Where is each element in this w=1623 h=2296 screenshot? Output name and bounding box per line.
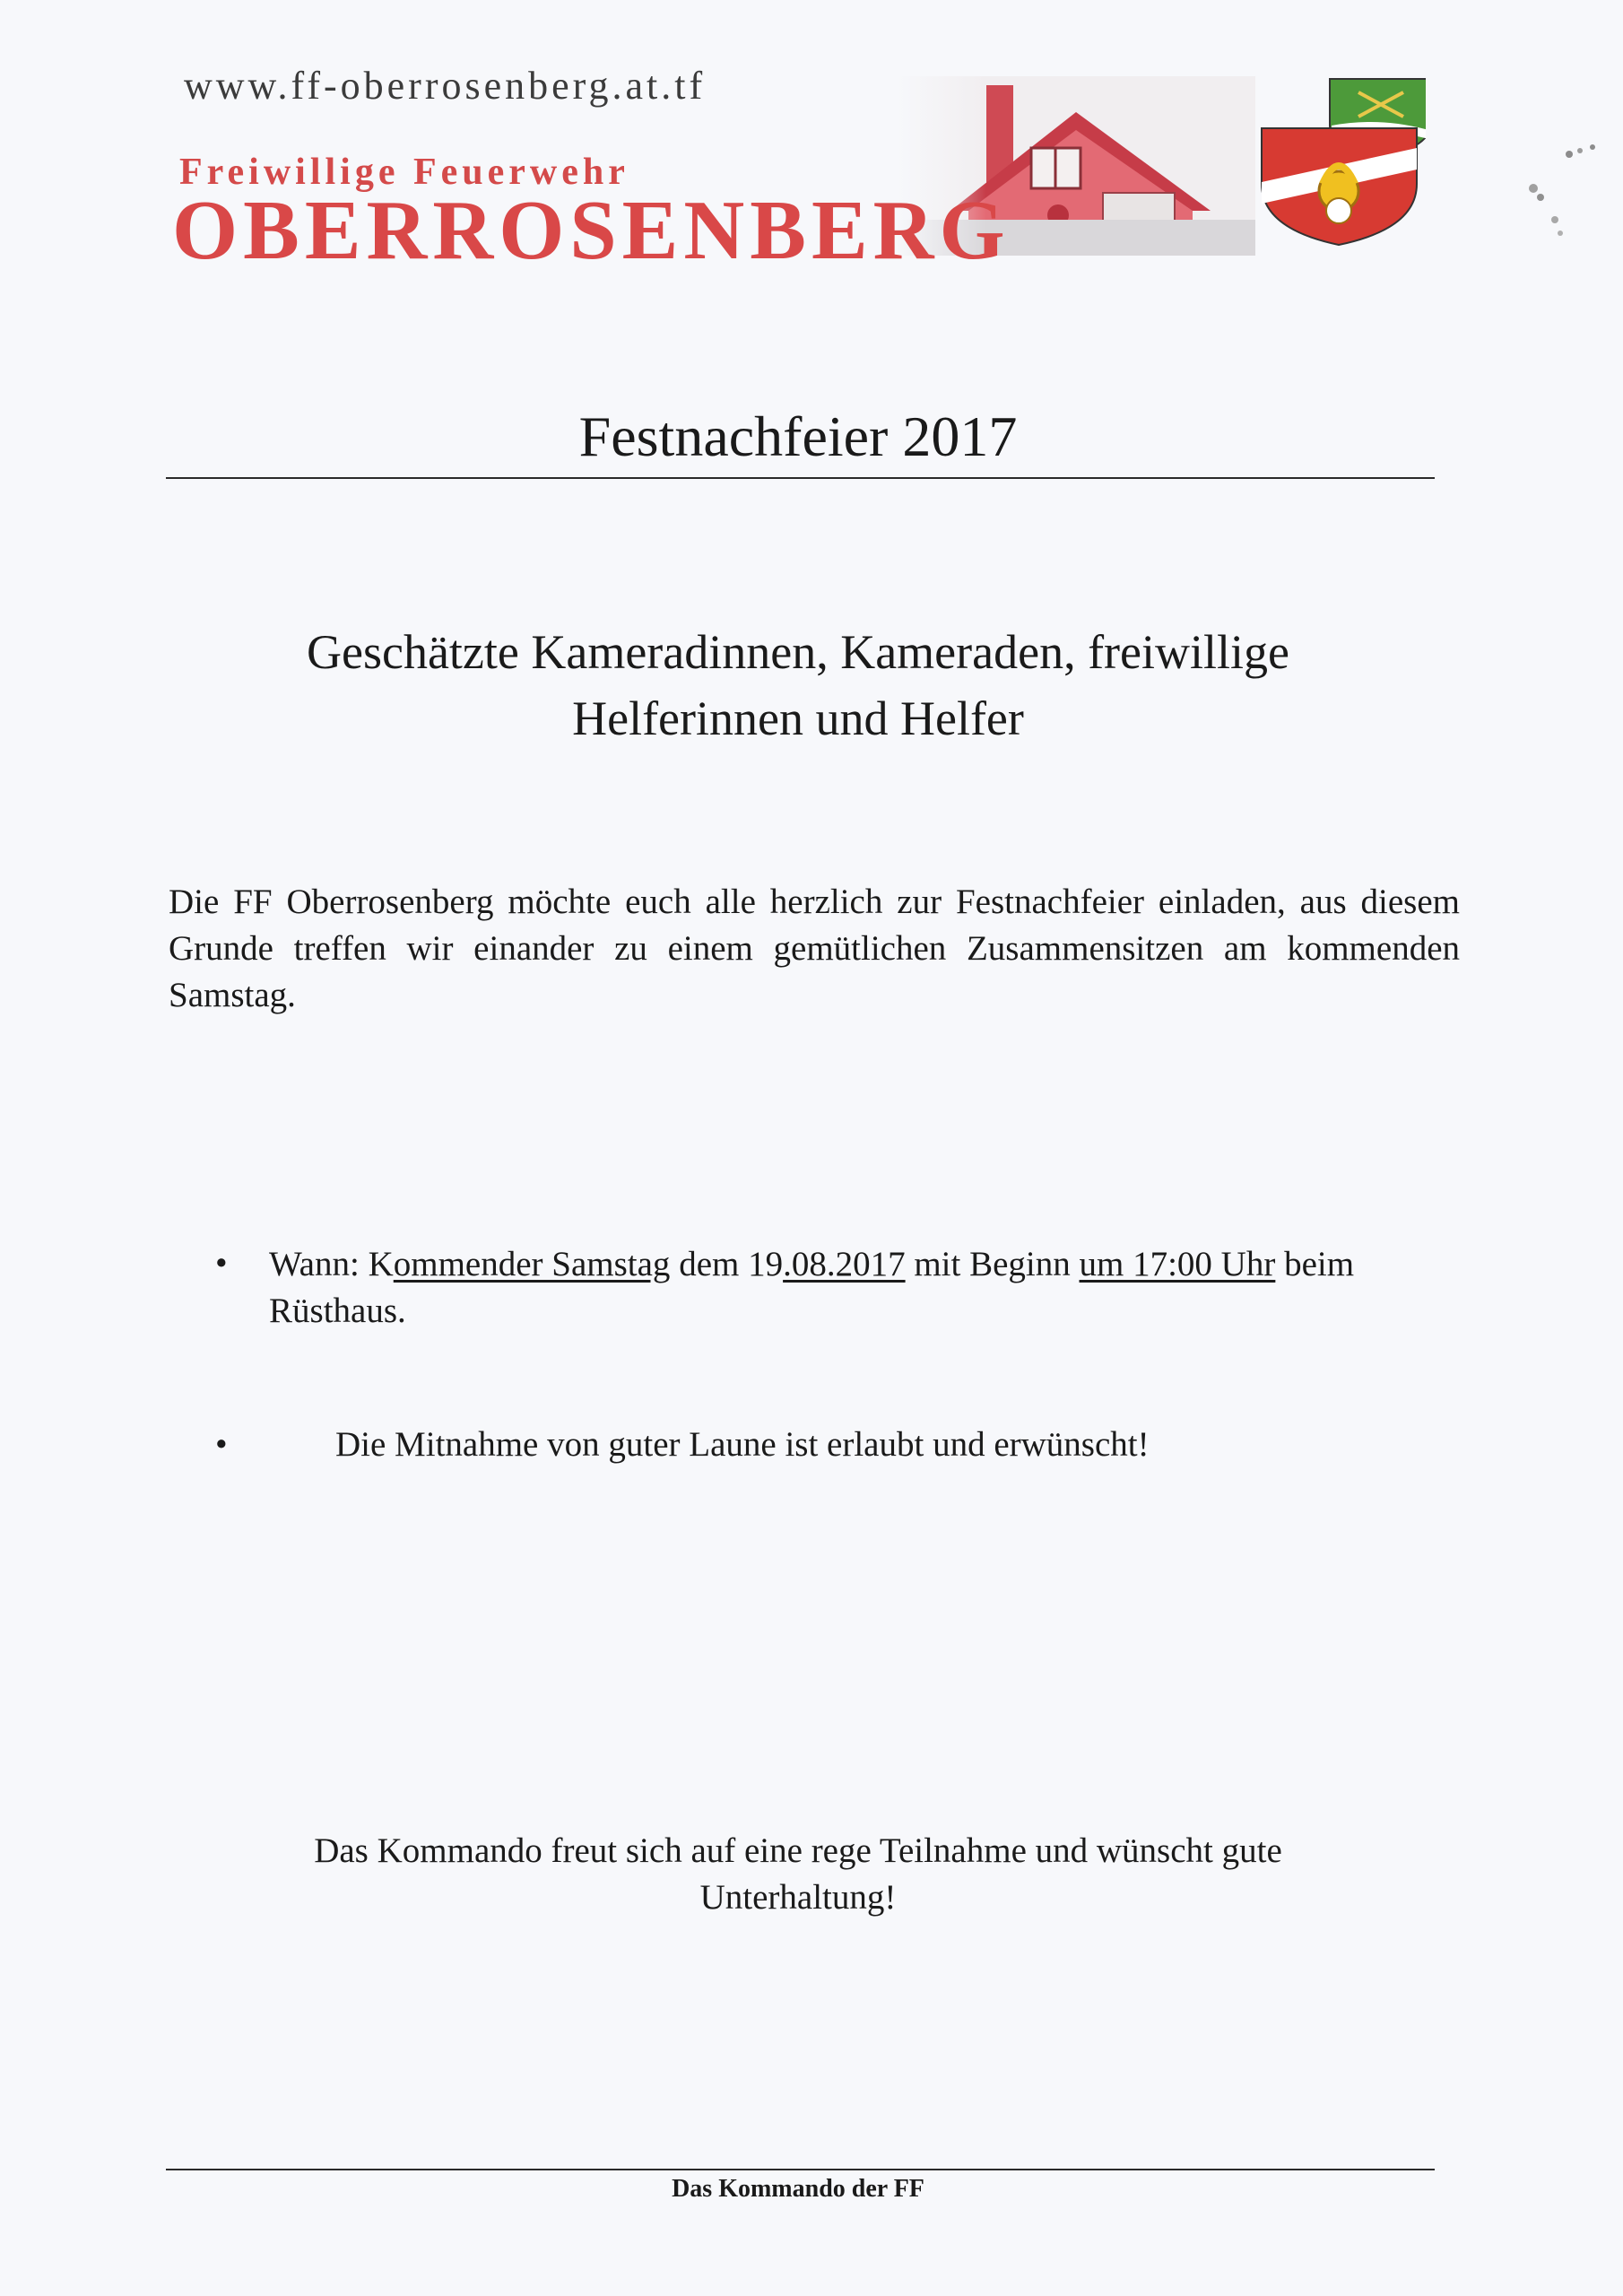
municipal-coat-of-arms-icon	[1260, 76, 1426, 247]
item-time: um 17:00 Uhr	[1079, 1245, 1276, 1283]
document-title: Festnachfeier 2017	[578, 404, 1018, 468]
bullet-marker: •	[215, 1425, 228, 1464]
intro-paragraph: Die FF Oberrosenberg möchte euch alle herzlich zur Festnachfeier einladen, aus diesem Grunde treffen wir einander zu einem gemütlichen Zusammensitzen am kommenden Samstag.	[169, 883, 1460, 1014]
greeting-line-1: Geschätzte Kameradinnen, Kameraden, freiwillige	[307, 625, 1289, 679]
good-mood-item: Die Mitnahme von guter Laune ist erlaubt und erwünscht!	[335, 1425, 1150, 1464]
closing-line-1: Das Kommando freut sich auf eine rege Teilnahme und wünscht gute	[314, 1831, 1282, 1870]
item-location: beim Rüsthaus.	[269, 1245, 1355, 1330]
closing-paragraph	[179, 1828, 1417, 1921]
website-url: www.ff-oberrosenberg.at.tf	[184, 64, 707, 108]
footer-divider	[166, 2169, 1435, 2170]
item-when-lead: Wann: K	[269, 1245, 394, 1283]
event-details-item	[269, 1241, 1453, 1335]
item-day: ommender Samstag	[393, 1245, 671, 1283]
item-mid2: mit Beginn	[905, 1245, 1080, 1283]
scan-speckle-marks	[1515, 135, 1614, 260]
organization-name: Freiwillige Feuerwehr	[179, 152, 629, 193]
signature: Das Kommando der FF	[672, 2175, 924, 2203]
bullet-marker: •	[215, 1244, 228, 1283]
item-date: .08.2017	[783, 1245, 906, 1283]
title-divider	[166, 477, 1435, 479]
organization-place: OBERROSENBERG	[172, 184, 1011, 277]
letterhead	[0, 0, 1623, 296]
greeting-line-2: Helferinnen und Helfer	[572, 691, 1024, 745]
closing-line-2: Unterhaltung!	[699, 1878, 897, 1917]
item-mid: dem 19	[670, 1245, 784, 1283]
greeting	[179, 619, 1417, 752]
